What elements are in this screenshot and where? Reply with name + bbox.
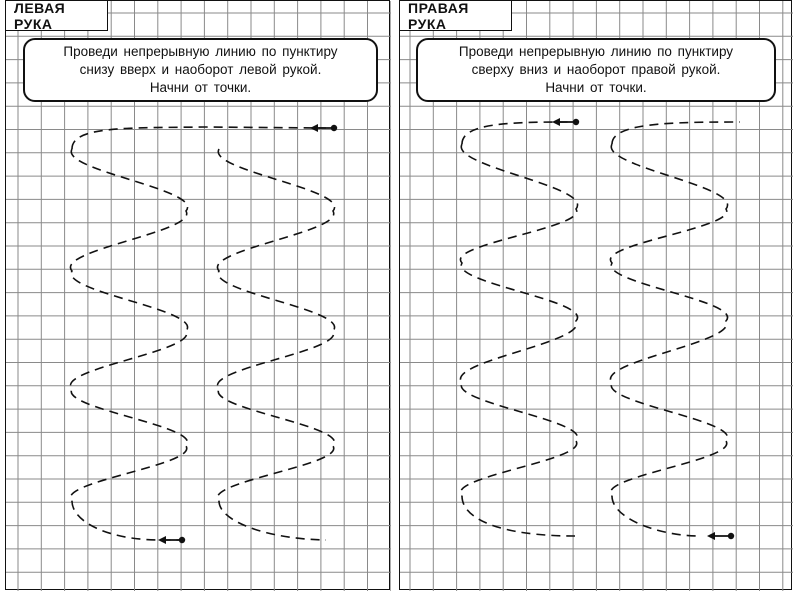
start-arrow-head [310, 124, 318, 132]
dashed-top-arc [612, 122, 740, 144]
dashed-wave-path [610, 144, 727, 496]
instruction-line: Проведи непрерывную линию по пунктиру [63, 44, 338, 59]
left-instruction-box [23, 38, 378, 102]
dashed-wave-path [460, 144, 577, 496]
right-hand-worksheet [399, 0, 792, 590]
right-instruction-box [416, 38, 776, 102]
start-arrow-head [158, 536, 166, 544]
dashed-bottom-arc [72, 501, 184, 540]
start-arrow-head [707, 532, 715, 540]
dashed-top-arc [72, 127, 326, 149]
dashed-top-arc [462, 122, 570, 144]
instruction-line: Проведи непрерывную линию по пунктиру [458, 44, 734, 59]
dashed-bottom-arc [219, 501, 326, 540]
instruction-line: снизу вверх и наоборот левой рукой. [79, 62, 322, 77]
start-arrow-head [552, 118, 560, 126]
instruction-line: Начни от точки. [545, 80, 647, 95]
left-hand-worksheet [5, 0, 390, 590]
instruction-line: Начни от точки. [149, 80, 252, 95]
dashed-wave-path [217, 149, 334, 501]
right-page-title: ПРАВАЯ РУКА [400, 1, 512, 31]
instruction-line: сверху вниз и наоборот правой рукой. [471, 62, 721, 77]
left-page-title: ЛЕВАЯ РУКА [6, 1, 108, 31]
